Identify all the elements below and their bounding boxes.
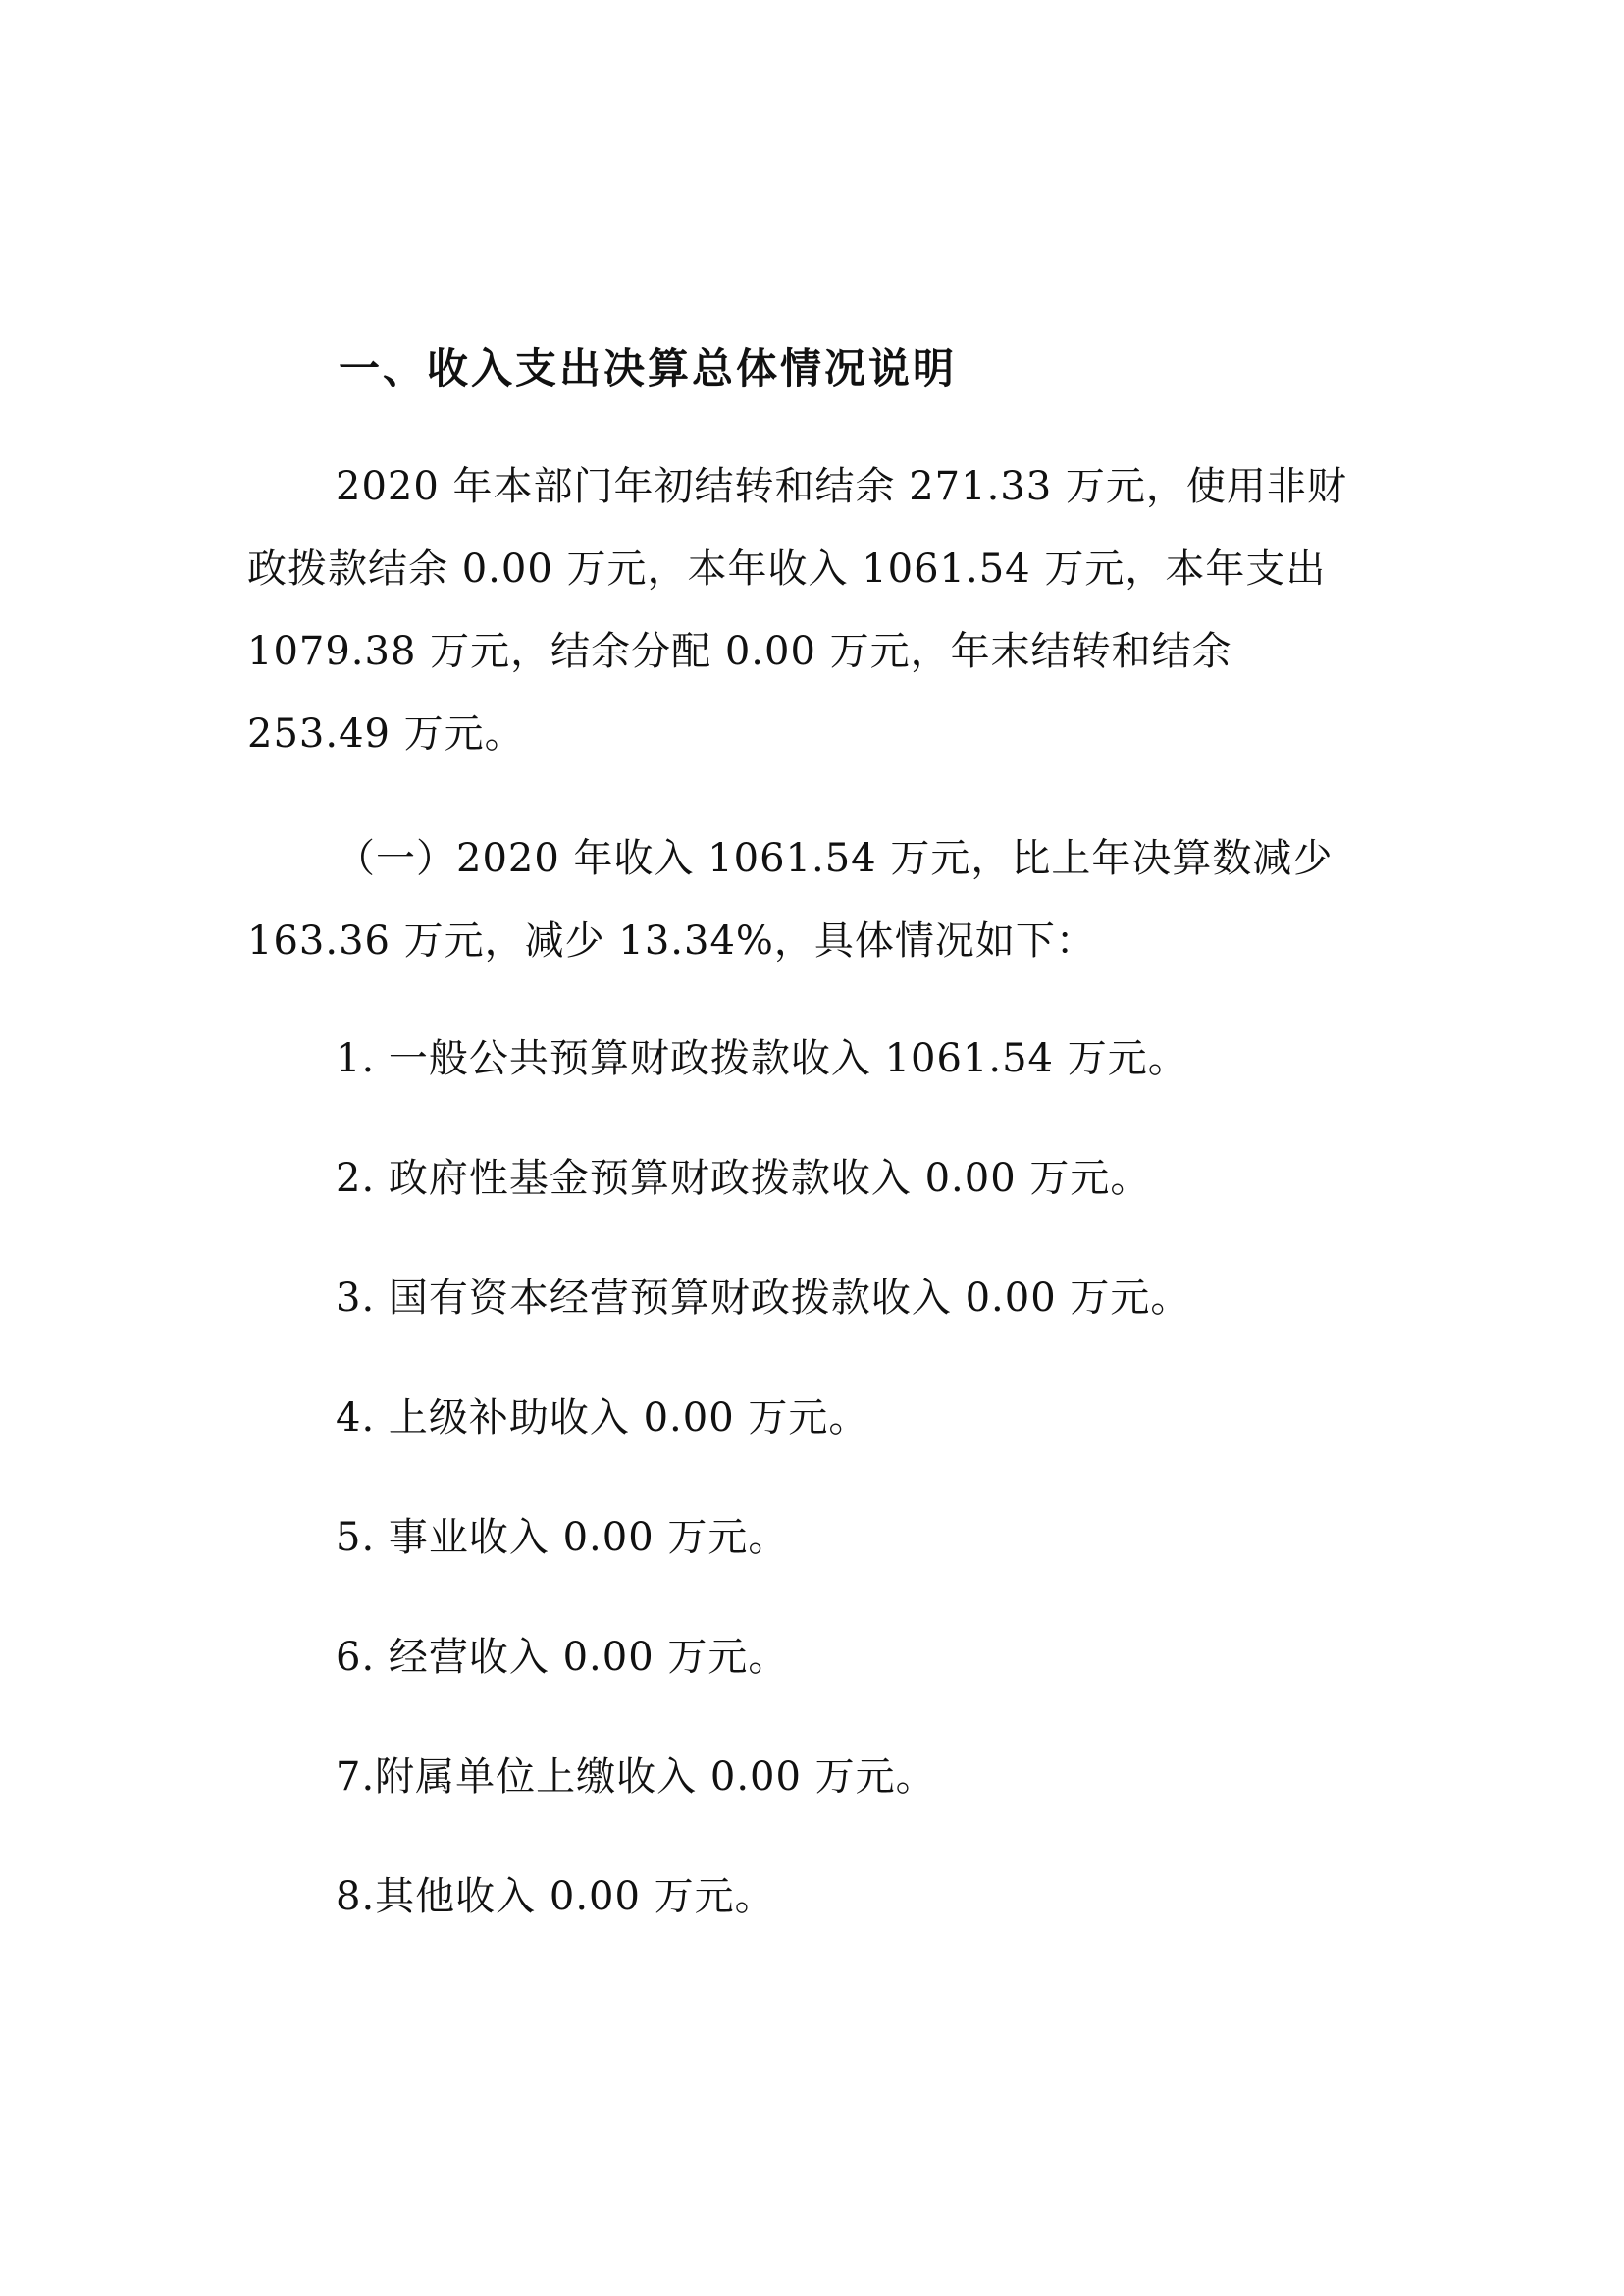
section-heading: 一、收入支出决算总体情况说明 bbox=[339, 344, 958, 392]
income-paragraph bbox=[247, 817, 1386, 982]
income-item-6: 6. 经营收入 0.00 万元。 bbox=[336, 1635, 789, 1680]
paragraph-line: 政拨款结余 0.00 万元，本年收入 1061.54 万元，本年支出 bbox=[247, 547, 1327, 592]
income-item-8: 8.其他收入 0.00 万元。 bbox=[336, 1874, 775, 1919]
paragraph-line: 2020 年本部门年初结转和结余 271.33 万元，使用非财 bbox=[336, 464, 1347, 509]
paragraph-line: 163.36 万元，减少 13.34%，具体情况如下： bbox=[247, 918, 1096, 964]
income-item-5: 5. 事业收入 0.00 万元。 bbox=[336, 1515, 789, 1560]
summary-paragraph bbox=[247, 445, 1386, 775]
income-item-4: 4. 上级补助收入 0.00 万元。 bbox=[336, 1395, 869, 1440]
income-item-2: 2. 政府性基金预算财政拨款收入 0.00 万元。 bbox=[336, 1156, 1151, 1201]
paragraph-line: （一）2020 年收入 1061.54 万元，比上年决算数减少 bbox=[336, 836, 1334, 881]
income-item-1: 1. 一般公共预算财政拨款收入 1061.54 万元。 bbox=[336, 1036, 1188, 1081]
paragraph-line: 253.49 万元。 bbox=[247, 711, 525, 757]
income-item-3: 3. 国有资本经营预算财政拨款收入 0.00 万元。 bbox=[336, 1276, 1191, 1321]
paragraph-line: 1079.38 万元，结余分配 0.00 万元，年末结转和结余 bbox=[247, 629, 1232, 674]
income-item-7: 7.附属单位上缴收入 0.00 万元。 bbox=[336, 1754, 936, 1800]
